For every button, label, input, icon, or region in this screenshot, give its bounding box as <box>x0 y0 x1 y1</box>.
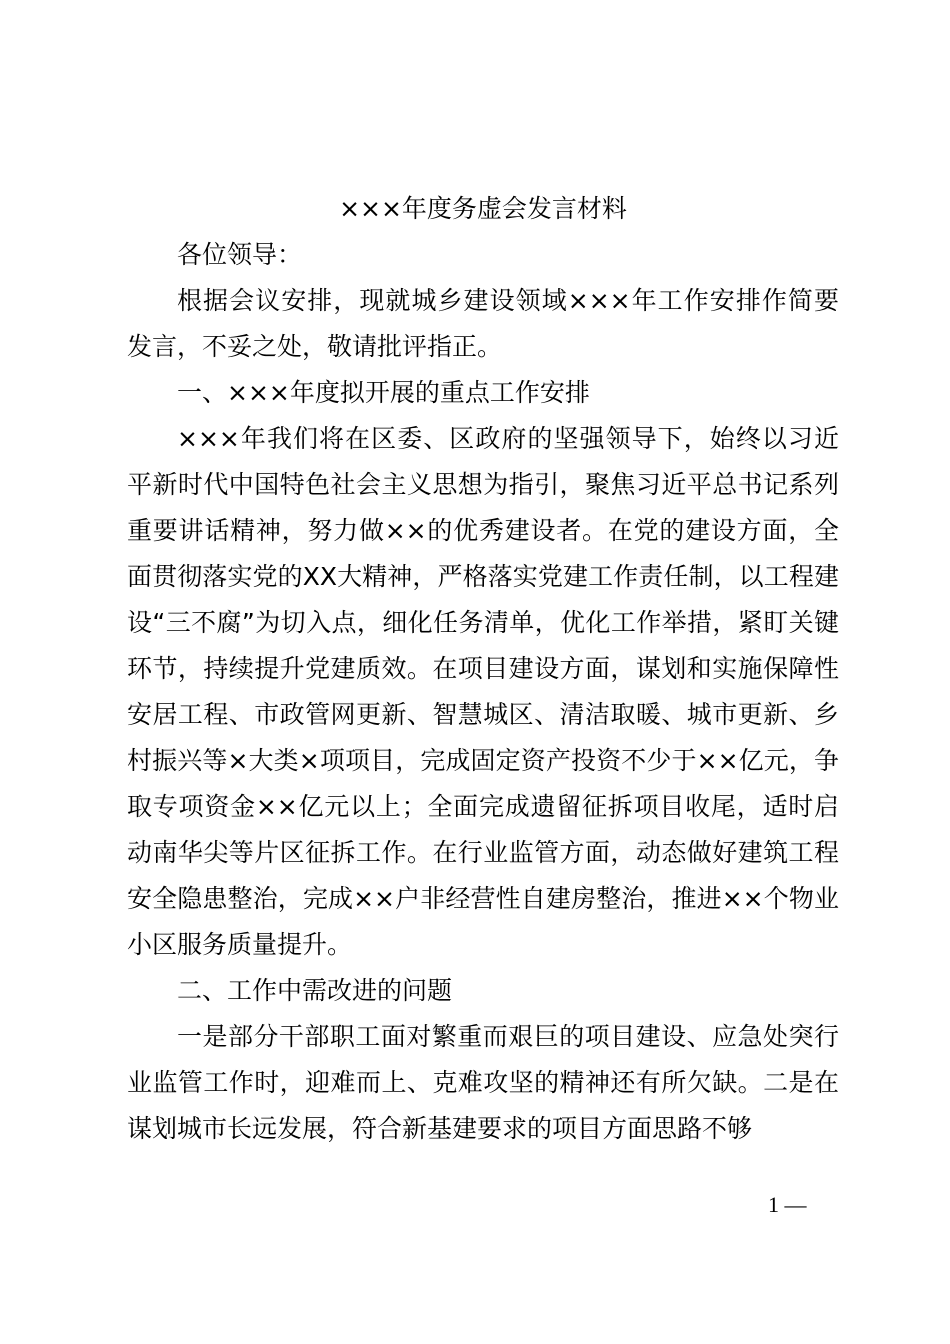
document-title: ×××年度务虚会发言材料 <box>339 194 627 223</box>
section-2-paragraph: 一是部分干部职工面对繁重而艰巨的项目建设、应急处突行业监管工作时，迎难而上、克难攻坚的精神还有所欠缺。二是在谋划城市长远发展，符合新基建要求的项目方面思路不够 <box>127 1022 839 1143</box>
page-number: 1 — <box>768 1192 807 1217</box>
section-1-paragraph: ×××年我们将在区委、区政府的坚强领导下，始终以习近平新时代中国特色社会主义思想为指引，聚焦习近平总书记系列重要讲话精神，努力做××的优秀建设者。在党的建设方面，全面贯彻落实党的XX大精神，严格落实党建工作责任制，以工程建设“三不腐”为切入点，细化任务清单，优化工作举措，紧盯关键环节，持续提升党建质效。在项目建设方面，谋划和实施保障性安居工程、市政管网更新、智慧城区、清洁取暖、城市更新、乡村振兴等×大类×项项目，完成固定资产投资不少于××亿元，争取专项资金××亿元以上；全面完成遗留征拆项目收尾，适时启动南华尖等片区征拆工作。在行业监管方面，动态做好建筑工程安全隐患整治，完成××户非经营性自建房整治，推进××个物业小区服务质量提升。 <box>127 424 839 959</box>
intro-paragraph: 根据会议安排，现就城乡建设领域×××年工作安排作简要发言，不妥之处，敬请批评指正。 <box>127 286 839 361</box>
section-2-heading: 二、工作中需改进的问题 <box>177 976 453 1005</box>
document-body <box>127 186 839 1152</box>
salutation: 各位领导： <box>177 240 303 269</box>
section-1-heading: 一、×××年度拟开展的重点工作安排 <box>177 378 590 407</box>
